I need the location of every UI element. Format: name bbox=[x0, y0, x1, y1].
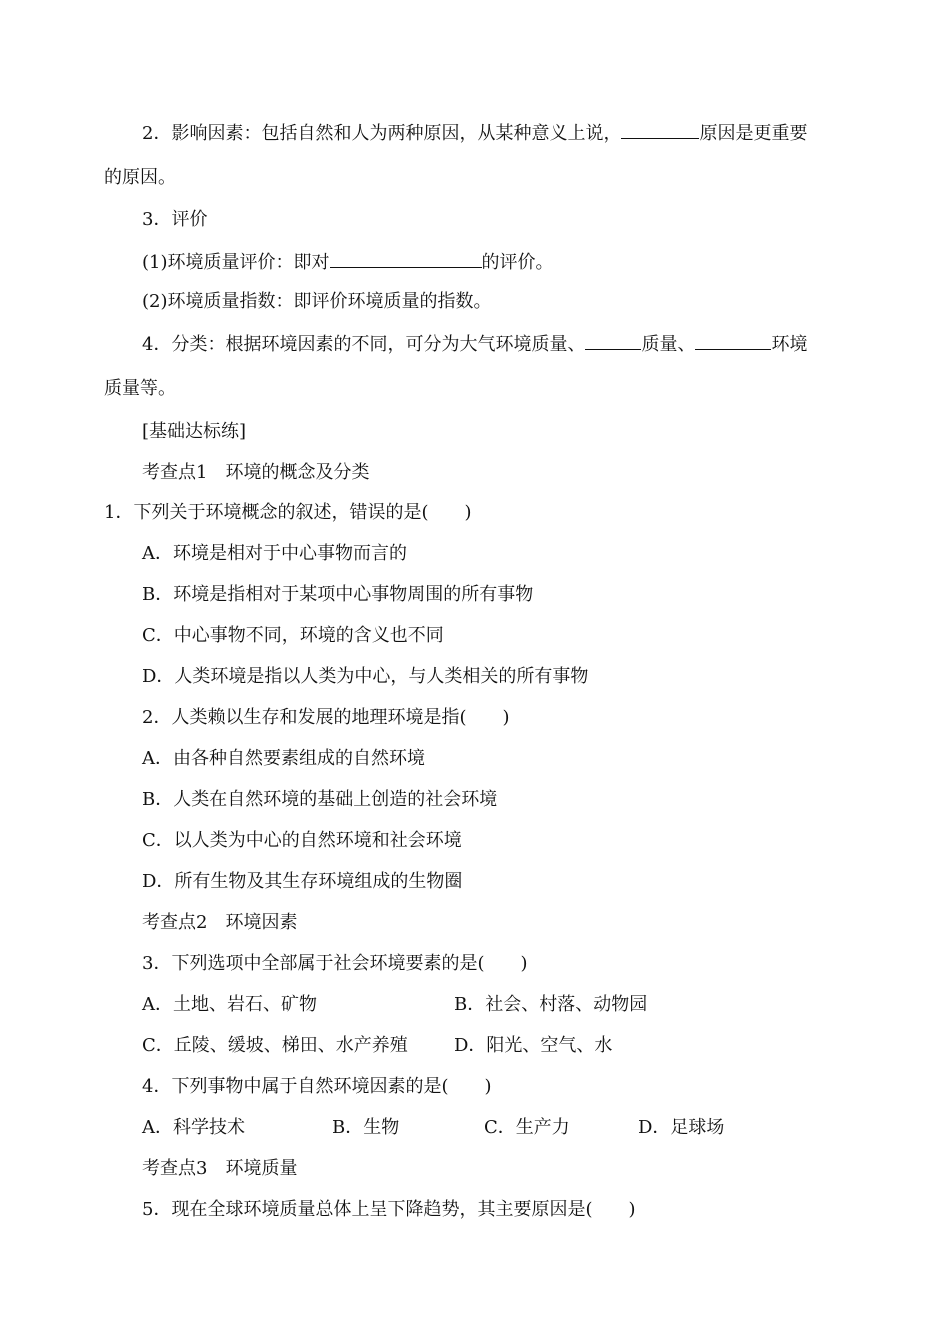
topic-1-heading: 考查点1 环境的概念及分类 bbox=[142, 462, 370, 483]
q4-option-c[interactable]: C．生产力 bbox=[484, 1117, 570, 1138]
item4-line bbox=[142, 331, 807, 357]
item3-1-text-2: 的评价。 bbox=[481, 252, 554, 273]
question-2: 2．人类赖以生存和发展的地理环境是指( ) bbox=[142, 707, 510, 728]
item2-line-cont: 的原因。 bbox=[104, 167, 176, 188]
fill-blank-4[interactable] bbox=[695, 331, 771, 350]
fill-blank-2[interactable] bbox=[330, 249, 482, 268]
fill-blank-3[interactable] bbox=[585, 331, 641, 350]
item3-1-line bbox=[142, 249, 554, 275]
item4-line-cont: 质量等。 bbox=[104, 378, 176, 399]
fill-blank-1[interactable] bbox=[621, 120, 699, 139]
q1-option-b[interactable]: B．环境是指相对于某项中心事物周围的所有事物 bbox=[142, 584, 534, 605]
question-4: 4．下列事物中属于自然环境因素的是( ) bbox=[142, 1076, 492, 1097]
q3-options-row-2 bbox=[142, 1034, 612, 1058]
q3-options-row-1 bbox=[142, 993, 647, 1017]
item4-text-3: 环境 bbox=[771, 334, 808, 355]
q2-option-c[interactable]: C．以人类为中心的自然环境和社会环境 bbox=[142, 830, 462, 851]
item3-heading: 3．评价 bbox=[142, 209, 208, 230]
item2-line bbox=[142, 120, 807, 146]
practice-title: [基础达标练] bbox=[142, 421, 247, 442]
question-1: 1．下列关于环境概念的叙述，错误的是( ) bbox=[104, 502, 472, 523]
topic-3-heading: 考查点3 环境质量 bbox=[142, 1158, 298, 1179]
q4-option-d[interactable]: D．足球场 bbox=[638, 1117, 725, 1138]
q2-option-b[interactable]: B．人类在自然环境的基础上创造的社会环境 bbox=[142, 789, 498, 810]
q4-option-b[interactable]: B．生物 bbox=[332, 1117, 400, 1138]
topic-2-heading: 考查点2 环境因素 bbox=[142, 912, 298, 933]
q2-option-a[interactable]: A．由各种自然要素组成的自然环境 bbox=[142, 748, 425, 769]
item3-1-text-1: (1)环境质量评价：即对 bbox=[142, 252, 330, 273]
q4-option-a[interactable]: A．科学技术 bbox=[142, 1117, 245, 1138]
q1-option-d[interactable]: D．人类环境是指以人类为中心，与人类相关的所有事物 bbox=[142, 666, 589, 687]
q2-option-d[interactable]: D．所有生物及其生存环境组成的生物圈 bbox=[142, 871, 463, 892]
q3-option-b[interactable]: B．社会、村落、动物园 bbox=[454, 994, 648, 1015]
q1-option-a[interactable]: A．环境是相对于中心事物而言的 bbox=[142, 543, 407, 564]
item2-text-2: 原因是更重要 bbox=[699, 123, 808, 144]
item4-text-1: 4．分类：根据环境因素的不同，可分为大气环境质量、 bbox=[142, 334, 586, 355]
q4-options-row bbox=[142, 1116, 724, 1140]
question-3: 3．下列选项中全部属于社会环境要素的是( ) bbox=[142, 953, 528, 974]
item3-2-line: (2)环境质量指数：即评价环境质量的指数。 bbox=[142, 291, 492, 312]
q3-option-a[interactable]: A．土地、岩石、矿物 bbox=[142, 994, 317, 1015]
q1-option-c[interactable]: C．中心事物不同，环境的含义也不同 bbox=[142, 625, 444, 646]
item2-text-1: 2．影响因素：包括自然和人为两种原因，从某种意义上说， bbox=[142, 123, 622, 144]
question-5: 5．现在全球环境质量总体上呈下降趋势，其主要原因是( ) bbox=[142, 1199, 636, 1220]
q3-option-d[interactable]: D．阳光、空气、水 bbox=[454, 1035, 613, 1056]
q3-option-c[interactable]: C．丘陵、缓坡、梯田、水产养殖 bbox=[142, 1035, 408, 1056]
item4-text-2: 质量、 bbox=[641, 334, 696, 355]
